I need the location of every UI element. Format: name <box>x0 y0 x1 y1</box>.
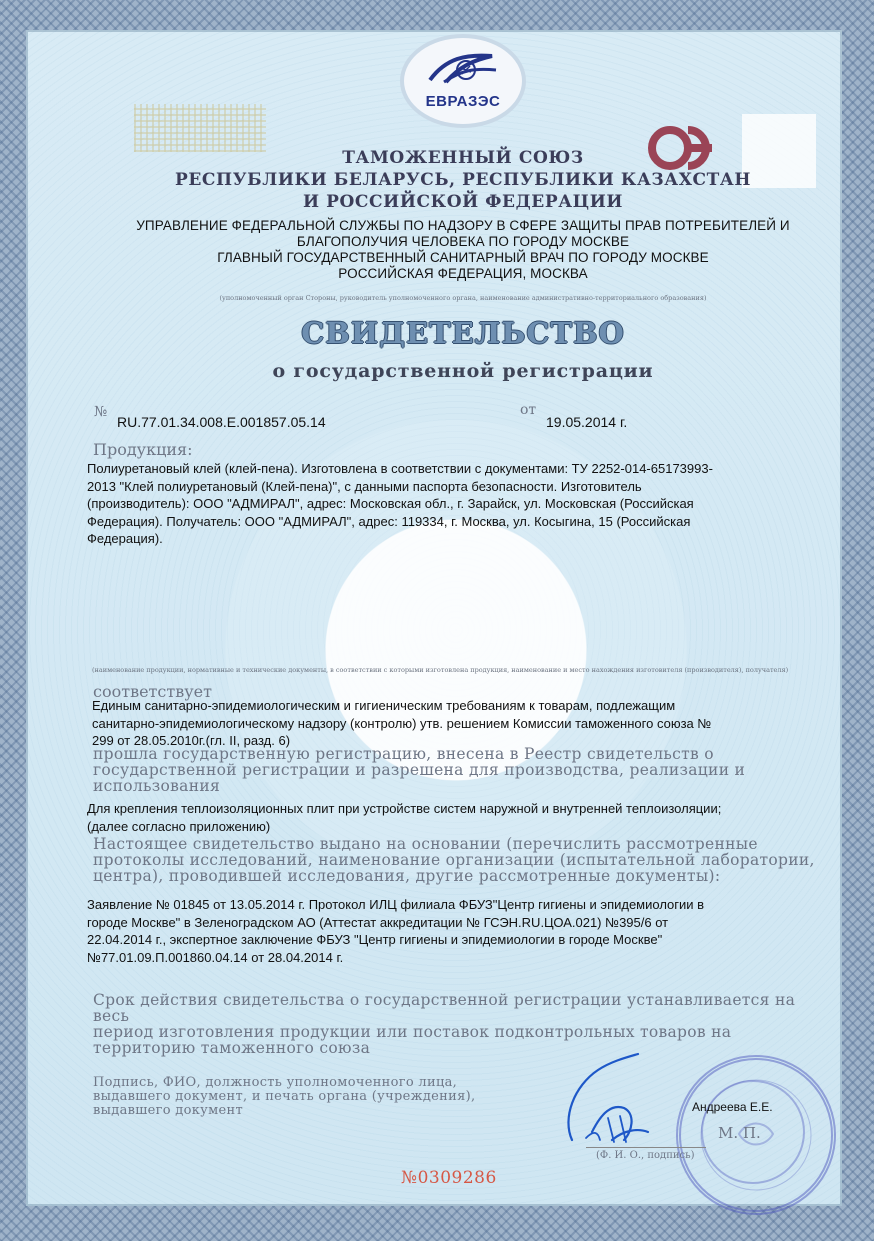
basis-intro <box>93 836 821 884</box>
basis-intro-line-1: Настоящее свидетельство выдано на основании (перечислить рассмотренные <box>93 835 758 853</box>
department-line-3: ГЛАВНЫЙ ГОСУДАРСТВЕННЫЙ САНИТАРНЫЙ ВРАЧ ПО ГОРОДУ МОСКВЕ <box>217 250 709 265</box>
signature-left-line-1: Подпись, ФИО, должность уполномоченного лица, <box>93 1075 458 1090</box>
validity-line-1: Срок действия свидетельства о государственной регистрации устанавливается на весь <box>93 991 796 1025</box>
product-line-1: Полиуретановый клей (клей-пена). Изготовлена в соответствии с документами: ТУ 2252-014-65173993- <box>87 461 713 476</box>
product-line-5: Федерация). <box>87 531 163 546</box>
union-line-3: И РОССИЙСКОЙ ФЕДЕРАЦИИ <box>302 192 624 212</box>
signature-left-line-3: выдавшего документ <box>93 1103 243 1118</box>
product-line-3: (производитель): ООО "АДМИРАЛ", адрес: Московская обл., г. Зарайск, ул. Московская (Российская <box>87 496 694 511</box>
usage-text <box>87 800 827 835</box>
certificate-subtitle: о государственной регистрации <box>272 360 654 382</box>
mp-label: М. П. <box>718 1124 761 1142</box>
union-line-2: РЕСПУБЛИКИ БЕЛАРУСЬ, РЕСПУБЛИКИ КАЗАХСТАН <box>174 170 751 190</box>
logo-label: ЕВРАЗЭС <box>425 93 501 110</box>
basis-intro-line-3: центра), проводившей исследования, другие рассмотренные документы): <box>93 867 721 885</box>
signature-caption: (Ф. И. О., подпись) <box>596 1150 695 1161</box>
certificate-title: СВИДЕТЕЛЬСТВО <box>301 316 625 350</box>
compliance-line-2: санитарно-эпидемиологическому надзору (контролю) утв. решением Комиссии таможенного союза № <box>92 715 712 731</box>
product-line-2: 2013 "Клей полиуретановый (Клей-пена)", с данными паспорта безопасности. Изготовитель <box>87 478 642 494</box>
compliance-label: соответствует <box>93 682 212 701</box>
validity-line-3: территорию таможенного союза <box>93 1039 371 1057</box>
signatory-name: Андреева Е.Е. <box>692 1100 773 1114</box>
compliance-text <box>92 697 822 750</box>
validity-line-2: период изготовления продукции или поставок подконтрольных товаров на <box>93 1023 732 1041</box>
signature-caption-left <box>93 1076 483 1118</box>
registration-statement-line-2: государственной регистрации и разрешена для производства, реализации и <box>93 761 746 779</box>
bird-emblem-icon <box>426 48 500 90</box>
authority-caption: (уполномоченный орган Стороны, руководитель уполномоченного органа, наименование административно-территориального образования) <box>219 294 707 302</box>
usage-line-2: (далее согласно приложению) <box>87 818 271 834</box>
department-line-2: БЛАГОПОЛУЧИЯ ЧЕЛОВЕКА ПО ГОРОДУ МОСКВЕ <box>296 234 630 249</box>
basis-details <box>87 896 827 966</box>
basis-detail-line-3: 22.04.2014 г., экспертное заключение ФБУЗ "Центр гигиены и эпидемиологии в городе Москве" <box>87 932 663 947</box>
compliance-line-3: 299 от 28.05.2010г.(гл. II, разд. 6) <box>92 733 291 748</box>
department-line-4: РОССИЙСКАЯ ФЕДЕРАЦИЯ, МОСКВА <box>338 266 588 281</box>
registration-statement-line-1: прошла государственную регистрацию, внесена в Реестр свидетельств о <box>93 745 714 763</box>
hologram-patch <box>134 104 266 152</box>
registration-number: RU.77.01.34.008.E.001857.05.14 <box>117 414 326 430</box>
basis-intro-line-2: протоколы исследований, наименование организации (испытательной лаборатории, <box>93 851 815 869</box>
product-label: Продукция: <box>93 440 193 459</box>
registration-statement <box>93 746 821 794</box>
serial-number: №0309286 <box>401 1168 497 1188</box>
compliance-line-1: Единым санитарно-эпидемиологическим и гигиеническим требованиям к товарам, подлежащим <box>92 698 676 713</box>
signature-mark <box>554 1048 664 1158</box>
basis-detail-line-2: городе Москве" в Зеленоградском АО (Аттестат аккредитации № ГСЭН.RU.ЦОА.021) №395/6 от <box>87 914 669 930</box>
validity-text <box>93 992 821 1056</box>
signature-line <box>586 1147 706 1148</box>
registration-date: 19.05.2014 г. <box>546 414 628 430</box>
evrazes-logo <box>404 38 522 124</box>
number-label: № <box>94 404 108 420</box>
basis-detail-line-4: №77.01.09.П.001860.04.14 от 28.04.2014 г. <box>87 949 344 965</box>
product-line-4: Федерация). Получатель: ООО "АДМИРАЛ", адрес: 119334, г. Москва, ул. Косыгина, 15 (Российская <box>87 513 691 529</box>
registration-statement-line-3: использования <box>93 777 221 795</box>
basis-detail-line-1: Заявление № 01845 от 13.05.2014 г. Протокол ИЛЦ филиала ФБУЗ"Центр гигиены и эпидемиологии в <box>87 897 705 912</box>
usage-line-1: Для крепления теплоизоляционных плит при устройстве систем наружной и внутренней теплоизоляции; <box>87 801 722 816</box>
product-description <box>87 460 827 548</box>
date-label: от <box>520 402 537 418</box>
signature-left-line-2: выдавшего документ, и печать органа (учреждения), <box>93 1089 476 1104</box>
certificate-paper <box>26 30 842 1206</box>
product-caption: (наименование продукции, нормативные и технические документы, в соответствии с которыми изготовлена продукция, наименование и место нахождения изготовителя (производителя), получателя) <box>92 666 789 674</box>
department-line-1: УПРАВЛЕНИЕ ФЕДЕРАЛЬНОЙ СЛУЖБЫ ПО НАДЗОРУ В СФЕРЕ ЗАЩИТЫ ПРАВ ПОТРЕБИТЕЛЕЙ И <box>136 218 790 233</box>
union-line-1: ТАМОЖЕННЫЙ СОЮЗ <box>342 148 584 168</box>
